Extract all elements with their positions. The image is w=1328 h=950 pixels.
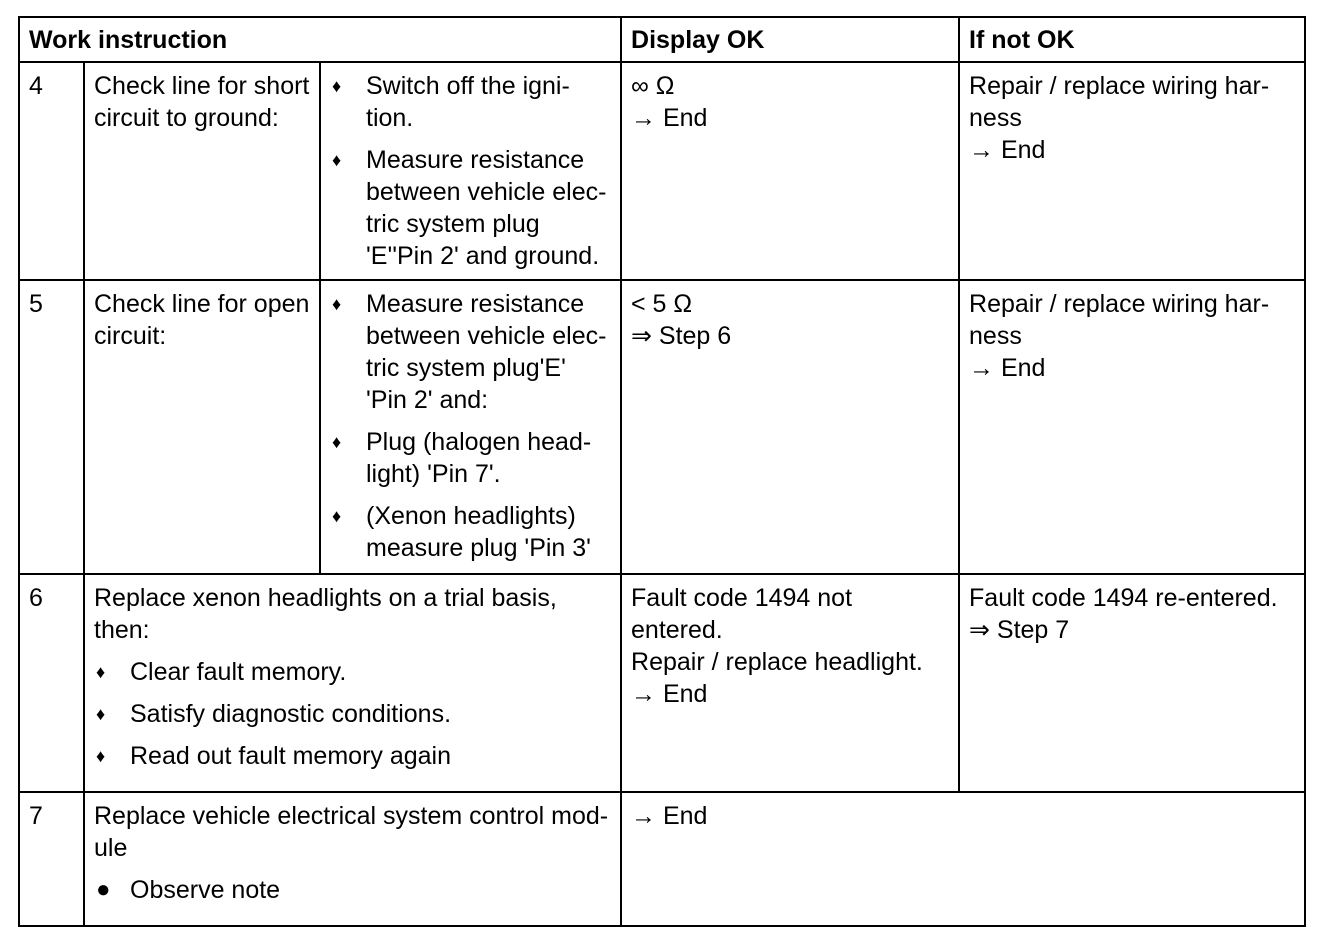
instruction-cell (84, 792, 621, 926)
list-item: ♦ Plug (halogen head-light) 'Pin 7'. (332, 428, 592, 488)
instruction-intro: Replace vehicle electrical system control mod-ule (94, 802, 609, 862)
diamond-bullet-icon: ♦ (332, 432, 342, 452)
if-not-ok-line: Fault code 1494 re-entered. (969, 584, 1278, 612)
if-not-ok-cell (959, 280, 1305, 574)
display-ok-line: → End (631, 802, 708, 830)
bullet-list (330, 70, 611, 272)
if-not-ok-line: → End (969, 354, 1046, 382)
table-row (19, 792, 1305, 926)
step-number: 7 (19, 792, 84, 926)
work-instruction-page (18, 16, 1306, 927)
instruction-cell (84, 574, 621, 792)
list-item: ● Observe note (96, 876, 281, 904)
diamond-bullet-icon: ♦ (96, 662, 106, 682)
display-ok-line: < 5 Ω (631, 290, 693, 318)
list-item: ♦ Clear fault memory. (96, 658, 347, 686)
display-ok-cell (621, 792, 1305, 926)
display-ok-cell (621, 280, 959, 574)
display-ok-line: Repair / replace headlight. (631, 648, 923, 676)
display-ok-line: ∞ Ω (631, 72, 675, 100)
header-display-ok: Display OK (621, 17, 959, 62)
table-row (19, 574, 1305, 792)
bullet-list (330, 288, 611, 564)
list-item: ♦ Measure resistance between vehicle elec-tric system plug'E' 'Pin 2' and: (332, 290, 607, 414)
display-ok-line: → End (631, 680, 708, 708)
bullet-list (94, 874, 611, 906)
diamond-bullet-icon: ♦ (332, 150, 342, 170)
step-number: 4 (19, 62, 84, 280)
diamond-bullet-icon: ♦ (96, 746, 106, 766)
step-number: 5 (19, 280, 84, 574)
work-instruction-table (18, 16, 1306, 927)
if-not-ok-cell (959, 62, 1305, 280)
list-item: ♦ Switch off the igni-tion. (332, 72, 570, 132)
if-not-ok-line: ⇒ Step 7 (969, 616, 1070, 644)
list-item: ♦ Read out fault memory again (96, 742, 452, 770)
if-not-ok-line: Repair / replace wiring har-ness (969, 72, 1270, 132)
table-row (19, 280, 1305, 574)
header-row (19, 17, 1305, 62)
if-not-ok-cell (959, 574, 1305, 792)
table-row (19, 62, 1305, 280)
check-description: Check line for open circuit: (84, 280, 320, 574)
bullet-list (94, 656, 611, 772)
diamond-bullet-icon: ♦ (332, 294, 342, 314)
header-if-not-ok: If not OK (959, 17, 1305, 62)
diamond-bullet-icon: ♦ (332, 76, 342, 96)
step-number: 6 (19, 574, 84, 792)
list-item: ♦ Satisfy diagnostic conditions. (96, 700, 452, 728)
display-ok-line: ⇒ Step 6 (631, 322, 732, 350)
display-ok-line: Fault code 1494 not entered. (631, 584, 853, 644)
instruction-cell (320, 280, 621, 574)
dot-bullet-icon: ● (96, 876, 111, 903)
diamond-bullet-icon: ♦ (96, 704, 106, 724)
display-ok-cell (621, 62, 959, 280)
if-not-ok-line: → End (969, 136, 1046, 164)
header-work-instruction: Work instruction (19, 17, 621, 62)
instruction-intro: Replace xenon headlights on a trial basis, then: (94, 584, 557, 644)
if-not-ok-line: Repair / replace wiring har-ness (969, 290, 1270, 350)
display-ok-cell (621, 574, 959, 792)
check-description: Check line for short circuit to ground: (84, 62, 320, 280)
list-item: ♦ Measure resistance between vehicle elec-tric system plug 'E''Pin 2' and ground. (332, 146, 607, 270)
diamond-bullet-icon: ♦ (332, 506, 342, 526)
list-item: ♦ (Xenon headlights) measure plug 'Pin 3' (332, 502, 591, 562)
instruction-cell (320, 62, 621, 280)
display-ok-line: → End (631, 104, 708, 132)
